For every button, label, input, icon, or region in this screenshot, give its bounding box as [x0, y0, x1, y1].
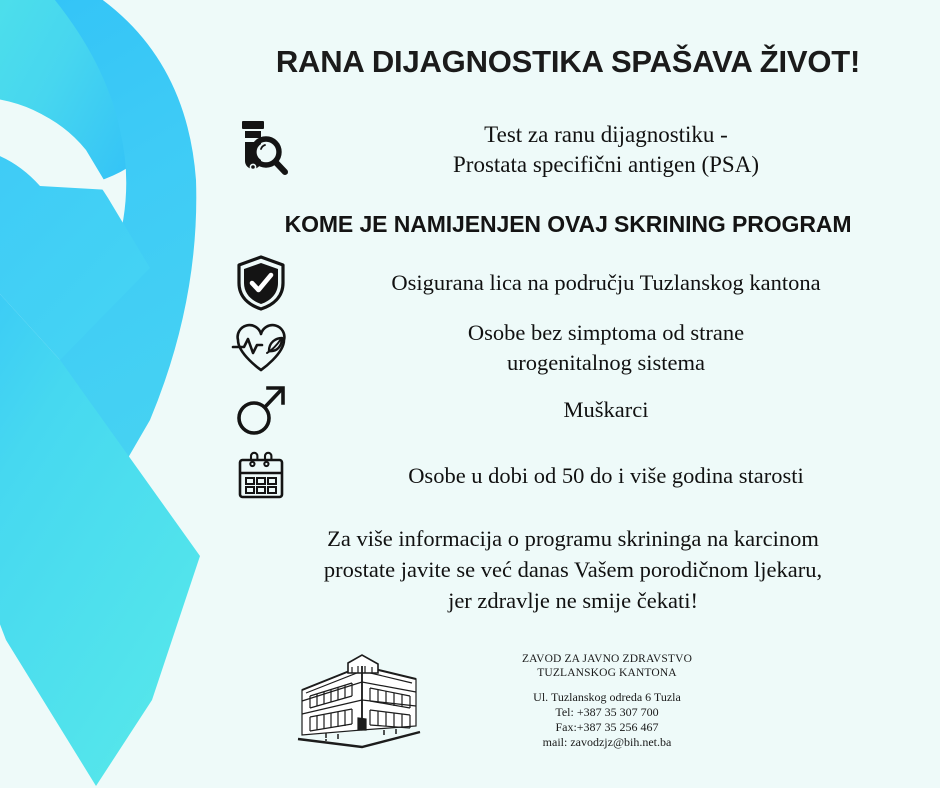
- footer: [292, 640, 772, 755]
- contact-tel: Tel: +387 35 307 700: [555, 705, 659, 720]
- heart-pulse-leaf-icon: [228, 321, 294, 375]
- criterion-symptoms-text: [294, 318, 918, 377]
- contact-address: Ul. Tuzlanskog odreda 6 Tuzla: [533, 690, 681, 705]
- institute-building-icon: [292, 640, 442, 755]
- criterion-symptoms-line2: urogenitalnog sistema: [506, 350, 706, 375]
- criterion-age-text: Osobe u dobi od 50 do i više godina starosti: [408, 463, 804, 489]
- closing-line1: Za više informacija o programu skrininga na karcinom: [327, 526, 819, 551]
- criterion-row-insured: [228, 252, 918, 314]
- criterion-row-men: [228, 378, 918, 442]
- org-line-1: ZAVOD ZA JAVNO ZDRAVSTVO: [521, 653, 693, 665]
- closing-line2: prostate javite se već danas Vašem porodičnom ljekaru,: [323, 556, 823, 582]
- test-info-line2: Prostata specifični antigen (PSA): [453, 152, 759, 177]
- criterion-symptoms-line1: Osobe bez simptoma od strane: [467, 320, 745, 346]
- organization-contact: [442, 690, 772, 750]
- criterion-insured-text: Osigurana lica na području Tuzlanskog kantona: [391, 270, 821, 296]
- test-info-text: [294, 120, 918, 181]
- criterion-row-symptoms: [228, 312, 918, 384]
- criterion-row-age: [228, 444, 918, 508]
- organization-block: [442, 640, 772, 750]
- org-line-2: TUZLANSKOG KANTONA: [537, 667, 677, 680]
- test-info-row: [228, 110, 918, 190]
- closing-line3: jer zdravlje ne smije čekati!: [448, 587, 698, 613]
- organization-name: [442, 652, 772, 680]
- contact-fax: Fax:+387 35 256 467: [555, 720, 659, 735]
- test-tube-magnifier-icon: [228, 119, 294, 181]
- shield-check-icon: [228, 255, 294, 311]
- contact-mail: mail: zavodzjz@bih.net.ba: [542, 735, 672, 750]
- criterion-men-text: Muškarci: [563, 397, 649, 423]
- section-heading: KOME JE NAMIJENJEN OVAJ SKRINING PROGRAM: [284, 211, 852, 237]
- calendar-icon: [228, 449, 294, 503]
- closing-paragraph: [248, 524, 898, 616]
- page-title: RANA DIJAGNOSTIKA SPAŠAVA ŽIVOT!: [275, 44, 861, 79]
- male-gender-icon: [228, 382, 294, 438]
- test-info-line1: Test za ranu dijagnostiku -: [484, 121, 728, 147]
